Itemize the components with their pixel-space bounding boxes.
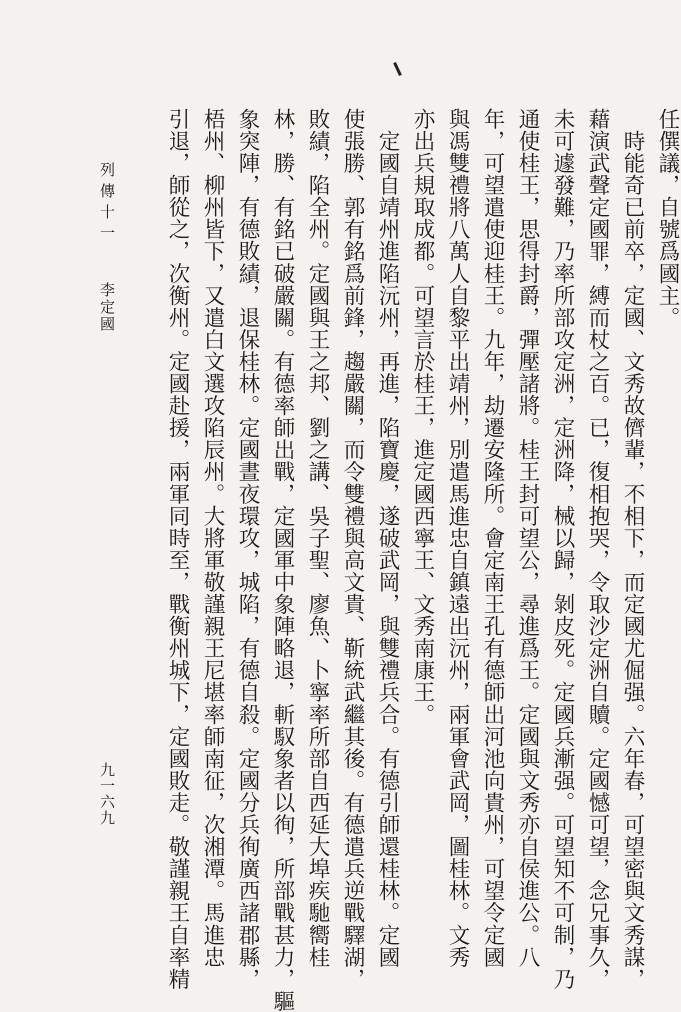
text-column: 引退，師從之，次衡州。定國赴援，兩軍同時至，戰衡州城下，定國敗走。敬謹親王自率精 xyxy=(165,108,190,990)
text-column: 亦出兵規取成都。可望言於桂王，進定國西寧王、文秀南康王。 xyxy=(410,108,435,726)
text-column: 藉演武聲定國罪，縛而杖之百。已，復相抱哭，令取沙定洲自贖。定國憾可望，念兄事久， xyxy=(585,108,610,990)
ink-mark xyxy=(393,62,402,76)
text-column: 與馮雙禮將八萬人自黎平出靖州，別遣馬進忠自鎮遠出沅州，兩軍會武岡，圖桂林。文秀 xyxy=(445,108,470,968)
text-column: 使張勝、郭有銘爲前鋒，趨嚴關，而令雙禮與高文貴、靳統武繼其後。有德遣兵逆戰驛湖， xyxy=(340,108,365,990)
text-column: 未可遽發難，乃率所部攻定洲，定洲降，械以歸，剝皮死。定國兵漸强。可望知不可制，乃 xyxy=(550,108,575,990)
running-header-subject: 李定國 xyxy=(98,282,116,333)
text-column: 任僎議，自號爲國主。 xyxy=(655,108,680,329)
text-column: 梧州、柳州皆下，又遣白文選攻陷辰州。大將軍敬謹親王尼堪率師南征，次湘潭。馬進忠 xyxy=(200,108,225,968)
page-number: 九一六九 xyxy=(98,762,116,826)
text-column: 定國自靖州進陷沅州，再進，陷寶慶，遂破武岡，與雙禮兵合。有德引師還桂林。定國 xyxy=(375,108,400,968)
text-column: 敗績，陷全州。定國與王之邦、劉之講、吳子聖、廖魚、卜寧率所部自西延大埠疾馳嚮桂 xyxy=(305,108,330,968)
text-column: 林，勝、有銘已破嚴關。有德率師出戰，定國軍中象陣略退，斬馭象者以徇，所部戰甚力，驅 xyxy=(270,108,295,1012)
running-header-title: 列傳十一 xyxy=(98,162,116,246)
text-column: 時能奇已前卒，定國、文秀故儕輩，不相下，而定國尤倔强。六年春，可望密與文秀謀， xyxy=(620,108,645,990)
text-column: 象突陣，有德敗績，退保桂林。定國晝夜環攻，城陷，有德自殺。定國分兵徇廣西諸郡縣， xyxy=(235,108,260,990)
text-column: 通使桂王，思得封爵，彈壓諸將。桂王封可望公，尋進爲王。定國與文秀亦自侯進公。八 xyxy=(515,108,540,968)
text-column: 年，可望遣使迎桂王。九年，劫遷安隆所。會定南王孔有德師出河池向貴州，可望令定國 xyxy=(480,108,505,968)
